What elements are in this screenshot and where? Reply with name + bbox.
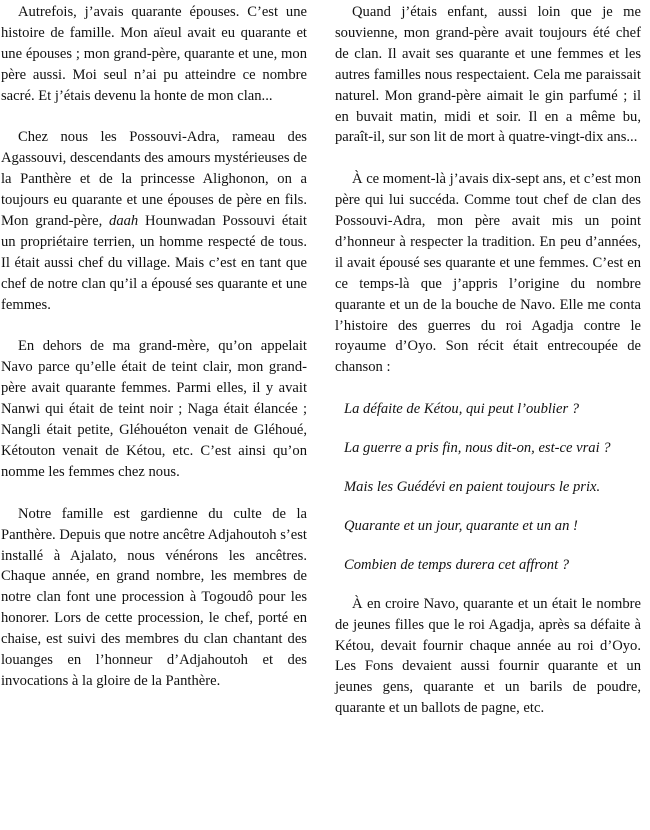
song-verse: La défaite de Kétou, qui peut l’oublier ?	[344, 401, 580, 418]
paragraph	[1, 127, 307, 315]
song-verse: Combien de temps durera cet affront ?	[344, 556, 570, 573]
song-verse: La guerre a pris fin, nous dit-on, est-ce vrai ?	[344, 440, 611, 457]
left-column	[1, 0, 307, 830]
paragraph-text: Hounwadan Possouvi était un propriétaire terrien, un homme respecté de tous. Il était aussi chef du village. Mais c’est en tant que chef de notre clan qu’il a épousé ses quarante et une femmes.	[1, 213, 307, 313]
italic-term: daah	[109, 213, 139, 230]
paragraph-text: Chez nous les Possouvi-Adra, rameau des Agassouvi, descendants des amours mystérieuses de la Panthère et de la princesse Alighonon, on a toujours eu quarante et une épouses de père en fils. Mon grand-père,	[1, 129, 307, 230]
paragraph: À en croire Navo, quarante et un était le nombre de jeunes filles que le roi Agadja, après sa défaite à Kétou, devait fournir chaque année au roi d’Oyo. Les Fons devaient aussi fournir quarante et un jeunes gens, quarante et un barils de poudre, quarante et un ballots de pagne, etc.	[335, 595, 641, 717]
paragraph: Quand j’étais enfant, aussi loin que je me souvienne, mon grand-père avait toujours été chef de clan. Il avait ses quarante et une femmes et les autres familles nous respectaient. Cela me paraissait naturel. Mon grand-père aimait le gin parfumé ; il en buvait matin, midi et soir. Il en a même bu, paraît-il, sur son lit de mort à quatre-vingt-dix ans...	[335, 4, 641, 146]
right-column	[335, 0, 641, 830]
paragraph: Autrefois, j’avais quarante épouses. C’est une histoire de famille. Mon aïeul avait eu quarante et une épouses ; mon grand-père, quarante et une, mon père aussi. Moi seul n’ai pu atteindre ce nombre sacré. Et j’étais devenu la honte de mon clan...	[1, 4, 307, 104]
song-verse: Quarante et un jour, quarante et un an !	[344, 517, 578, 534]
paragraph: Notre famille est gardienne du culte de la Panthère. Depuis que notre ancêtre Adjahoutoh s’est installé à Ajalato, nous vénérons les ancêtres. Chaque année, en grand nombre, les membres de notre clan font une procession à Togoudô pour les honorer. Lors de cette procession, le chef, porté en chaise, est suivi des membres du clan chantant des louanges en l’honneur d’Adjahoutoh et des invocations à la gloire de la Panthère.	[1, 505, 307, 689]
paragraph: En dehors de ma grand-mère, qu’on appelait Navo parce qu’elle était de teint clair, mon grand-père avait quarante femmes. Parmi elles, il y avait Nanwi qui était de teint noir ; Naga était élancée ; Nangli était petite, Gléhouéton venait de Gléhoué, Kétouton venait de Kétou, etc. C’est ainsi qu’on nomme les femmes chez nous.	[1, 338, 307, 480]
song-verse: Mais les Guédévi en paient toujours le prix.	[344, 479, 601, 495]
paragraph: À ce moment-là j’avais dix-sept ans, et c’est mon père qui lui succéda. Comme tout chef de clan des Possouvi-Adra, mon père avait mis un point d’honneur à respecter la tradition. En peu d’années, il avait épousé ses quarante et une femmes. C’est en ce temps-là que j’appris l’origine du nombre quarante et un de la bouche de Navo. Elle me conta l’histoire des guerres du roi Agadja contre le royaume d’Oyo. Son récit était entrecoupée de chanson :	[335, 171, 641, 376]
